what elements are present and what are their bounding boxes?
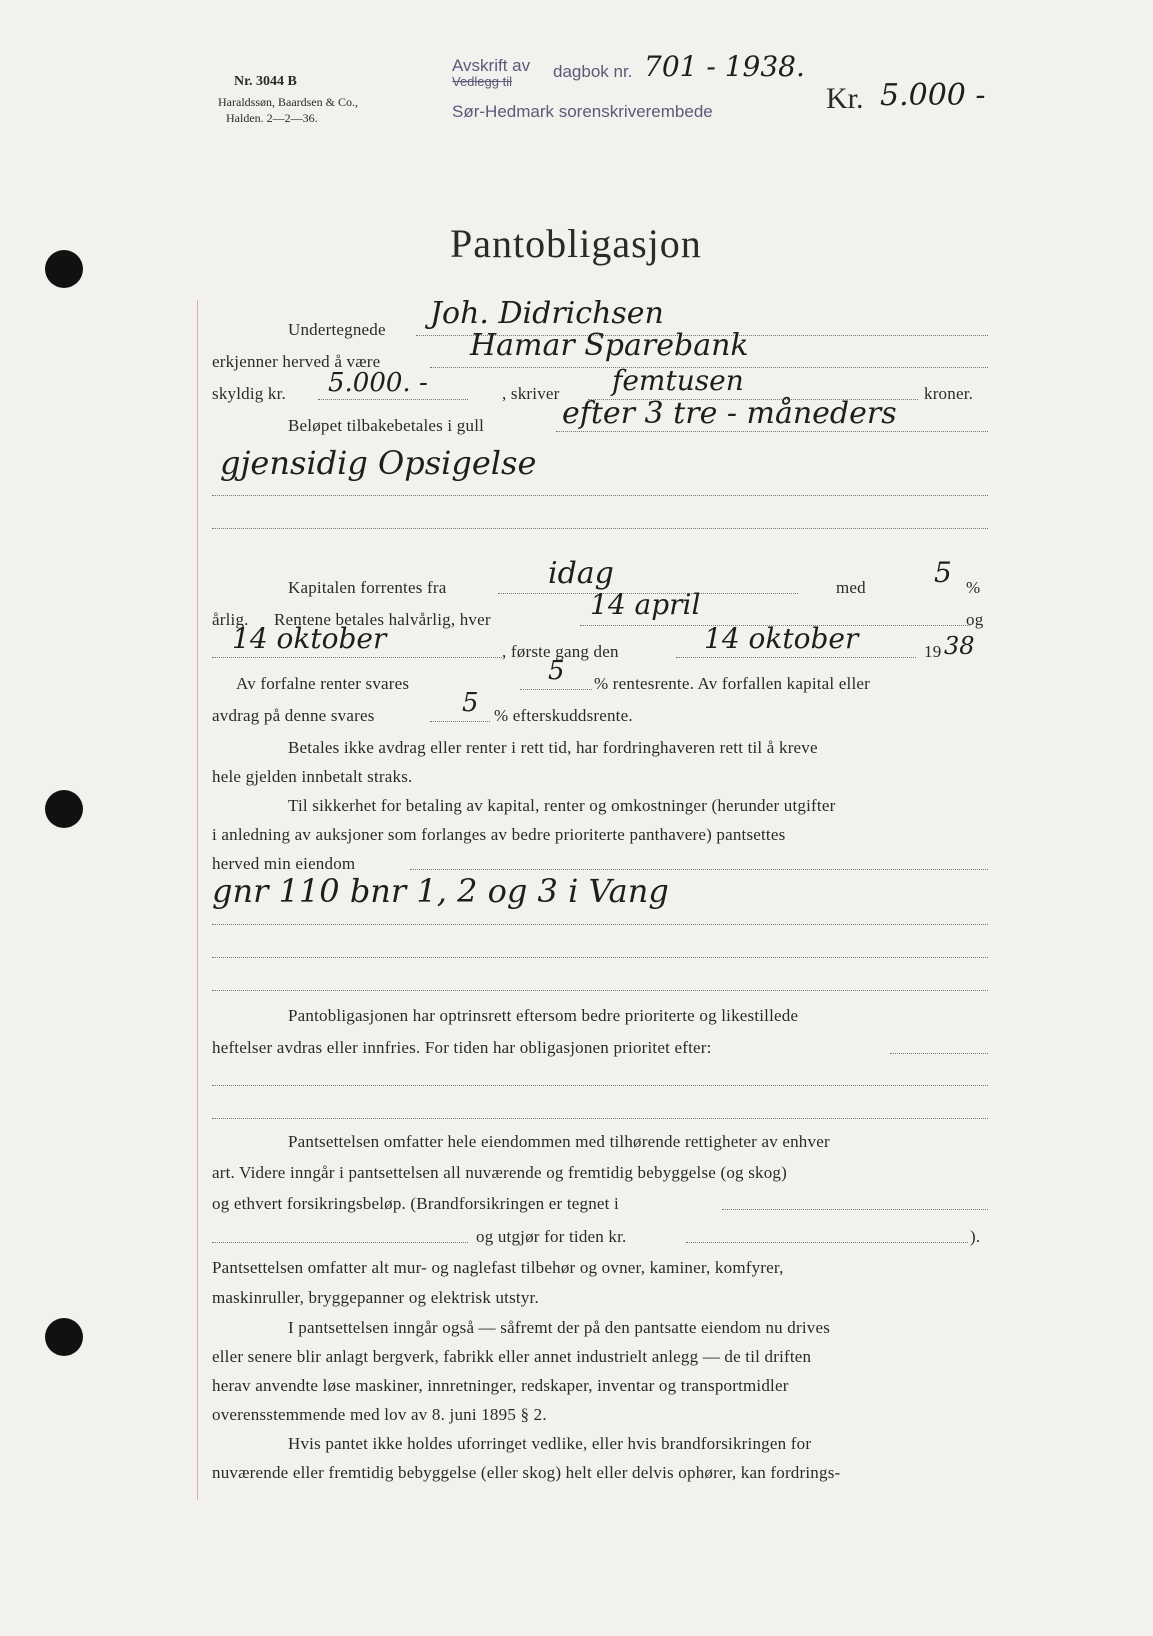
installment-label: avdrag på denne svares: [212, 706, 375, 725]
document-title: Pantobligasjon: [450, 221, 702, 266]
stamp-copy-of: Avskrift av: [452, 56, 531, 75]
stamp-struck-text: Vedlegg til: [452, 74, 512, 89]
body-line: eller senere blir anlagt bergverk, fabrikk eller annet industrielt anlegg — de til driften: [212, 1347, 812, 1366]
fill-line: [430, 721, 490, 722]
body-line: og utgjør for tiden kr.: [476, 1227, 627, 1246]
fill-line: [722, 1209, 988, 1210]
year-suffix: 38: [944, 632, 975, 660]
dagbok-number: 701 - 1938.: [644, 50, 805, 83]
fill-line: [318, 399, 468, 400]
body-line: overensstemmende med lov av 8. juni 1895 § 2.: [212, 1405, 547, 1424]
arrears-interest-text: % efterskuddsrente.: [494, 706, 633, 725]
interest-rate: 5: [934, 556, 952, 589]
amount-label: Kr.: [826, 82, 864, 115]
body-line: nuværende eller fremtidig bebyggelse (eller skog) helt eller delvis ophører, kan fordrings-: [212, 1463, 841, 1482]
creditor-name: Hamar Sparebank: [470, 328, 749, 363]
and-label: og: [966, 610, 984, 629]
fill-line: [212, 957, 988, 958]
interest-date-1: 14 april: [590, 588, 701, 621]
punch-hole-top: [45, 250, 83, 288]
body-line: I pantsettelsen inngår også — såfremt der på den pantsatte eiendom nu drives: [288, 1318, 831, 1337]
body-line: Hvis pantet ikke holdes uforringet vedlike, eller hvis brandforsikringen for: [288, 1434, 812, 1453]
stamp-office: Sør-Hedmark sorenskriverembede: [452, 102, 713, 121]
year-prefix: 19: [924, 642, 942, 661]
semiannual-label: Rentene betales halvårlig, hver: [274, 610, 491, 629]
owed-amount: 5.000. -: [328, 368, 428, 398]
fill-line: [212, 924, 988, 925]
fill-line: [212, 990, 988, 991]
fill-line: [520, 689, 592, 690]
fill-line: [212, 1118, 988, 1119]
percent-sign: %: [966, 578, 981, 597]
body-line: Betales ikke avdrag eller renter i rett tid, har fordringhaveren rett til å kreve: [288, 738, 818, 757]
body-line: Pantobligasjonen har optrinsrett eftersom bedre prioriterte og likestillede: [288, 1006, 799, 1025]
punch-hole-middle: [45, 790, 83, 828]
fill-line: [212, 1085, 988, 1086]
body-line: herved min eiendom: [212, 854, 356, 873]
property-description: gnr 110 bnr 1, 2 og 3 i Vang: [212, 872, 669, 910]
body-line: hele gjelden innbetalt straks.: [212, 767, 413, 786]
fill-line: [890, 1053, 988, 1054]
fill-line: [212, 657, 502, 658]
annual-label: årlig.: [212, 610, 249, 629]
body-line: maskinruller, bryggepanner og elektrisk utstyr.: [212, 1288, 539, 1307]
undersigned-label: Undertegnede: [288, 320, 386, 339]
written-label: , skriver: [502, 384, 560, 403]
fill-line: [686, 1242, 968, 1243]
body-line: Pantsettelsen omfatter alt mur- og naglefast tilbehør og ovner, kaminer, komfyrer,: [212, 1258, 784, 1277]
body-line: art. Videre inngår i pantsettelsen all nuværende og fremtidig bebyggelse (og skog): [212, 1163, 787, 1182]
overdue-interest-rate: 5: [548, 656, 565, 686]
body-line: og ethvert forsikringsbeløp. (Brandforsikringen er tegnet i: [212, 1194, 619, 1213]
fill-line: [212, 495, 988, 496]
kroner-label: kroner.: [924, 384, 974, 403]
with-label: med: [836, 578, 866, 597]
fill-line: [212, 1242, 468, 1243]
fill-line: [676, 657, 916, 658]
body-line: Pantsettelsen omfatter hele eiendommen med tilhørende rettigheter av enhver: [288, 1132, 830, 1151]
body-line: heftelser avdras eller innfries. For tiden har obligasjonen prioritet efter:: [212, 1038, 712, 1057]
written-amount: femtusen: [612, 364, 744, 397]
first-time-label: , første gang den: [502, 642, 619, 661]
creditor-label: erkjenner herved å være: [212, 352, 381, 371]
fill-line: [410, 869, 988, 870]
interest-from: idag: [548, 556, 614, 591]
repayment-label: Beløpet tilbakebetales i gull: [288, 416, 485, 435]
debtor-name: Joh. Didrichsen: [430, 296, 664, 331]
form-number: Nr. 3044 B: [234, 74, 297, 89]
installment-rate: 5: [462, 688, 479, 718]
overdue-interest-label: Av forfalne renter svares: [236, 674, 410, 693]
body-line: Til sikkerhet for betaling av kapital, renter og omkostninger (herunder utgifter: [288, 796, 836, 815]
body-line: ).: [970, 1227, 981, 1246]
interest-date-2: 14 oktober: [232, 622, 387, 655]
stamp-dagbok-label: dagbok nr.: [553, 62, 633, 81]
printer-name: Haraldssøn, Baardsen & Co.,: [218, 95, 358, 109]
repayment-terms-2: gjensidig Opsigelse: [220, 444, 537, 482]
printer-place-date: Halden. 2—2—36.: [226, 111, 318, 125]
first-date: 14 oktober: [704, 622, 859, 655]
fill-line: [556, 431, 988, 432]
margin-rule: [197, 300, 198, 1500]
repayment-terms-1: efter 3 tre - måneders: [562, 396, 897, 431]
interest-from-label: Kapitalen forrentes fra: [288, 578, 447, 597]
body-line: herav anvendte løse maskiner, innretninger, redskaper, inventar og transportmidler: [212, 1376, 789, 1395]
compound-interest-text: % rentesrente. Av forfallen kapital eller: [594, 674, 870, 693]
amount-value: 5.000 -: [880, 78, 986, 113]
body-line: i anledning av auksjoner som forlanges av bedre prioriterte panthavere) pantsettes: [212, 825, 786, 844]
punch-hole-bottom: [45, 1318, 83, 1356]
owed-label: skyldig kr.: [212, 384, 286, 403]
fill-line: [212, 528, 988, 529]
